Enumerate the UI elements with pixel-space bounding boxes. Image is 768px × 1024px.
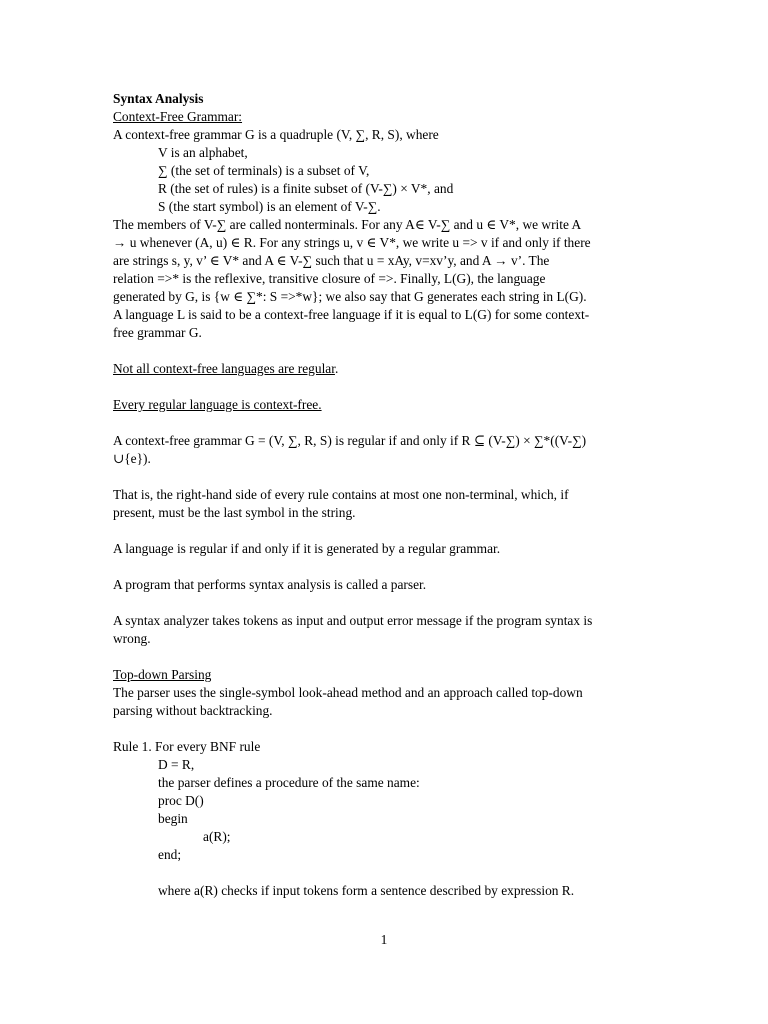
- document-page: Syntax Analysis Context-Free Grammar: A context-free grammar G is a quadruple (V, ∑, R, S), where V is an alphabet, ∑ (the set of terminals) is a subset of V, R (the set of rules) is a finite subset of (V-∑) × V*, and S (the start symbol) is an element of V-∑. The members of V-∑ are called nonterminals. For any A∈ V-∑ and u ∈ V*, we write A → u whenever (A, u) ∈ R. For any strings u, v ∈ V*, we write u => v if and only if there are strings s, y, v’ ∈ V* and A ∈ V-∑ such that u = xAy, v=xv’y, and A → v’. The relation =>* is the reflexive, transitive closure of =>. Finally, L(G), the language generated by G, is {w ∈ ∑*: S =>*w}; we also say that G generates each string in L(G). A language L is said to be a context-free language if it is equal to L(G) for some context- free grammar G. Not all context-free languages are regular. Every regular language is context-free. A context-free grammar G = (V, ∑, R, S) is regular if and only if R ⊆ (V-∑) × ∑*((V-∑) ∪{e}). That is, the right-hand side of every rule contains at most one non-terminal, which, if present, must be the last symbol in the string. A language is regular if and only if it is generated by a regular grammar. A program that performs syntax analysis is called a parser. A syntax analyzer takes tokens as input and output error message if the program syntax is wrong. Top-down Parsing The parser uses the single-symbol look-ahead method and an approach called top-down parsing without backtracking. Rule 1. For every BNF rule D = R, the parser defines a procedure of the same name: proc D() begin a(R); end; where a(R) checks if input tokens form a sentence described by expression R.: [113, 90, 658, 900]
- paragraph-line: generated by G, is {w ∈ ∑*: S =>*w}; we also say that G generates each string in L(G).: [113, 289, 587, 304]
- cfg-heading: Context-Free Grammar:: [113, 109, 243, 124]
- language-regular-paragraph: A language is regular if and only if it is generated by a regular grammar.: [113, 541, 501, 556]
- topdown-heading: Top-down Parsing: [113, 667, 212, 682]
- rule-1-description: the parser defines a procedure of the same name:: [158, 775, 420, 790]
- that-is-paragraph: [113, 486, 658, 522]
- paragraph-line: parsing without backtracking.: [113, 703, 273, 718]
- paragraph-line: A syntax analyzer takes tokens as input and output error message if the program syntax is: [113, 613, 593, 628]
- definition-v: V is an alphabet,: [158, 145, 248, 160]
- code-end: end;: [158, 847, 182, 862]
- paragraph-line: A language L is said to be a context-free language if it is equal to L(G) for some context-: [113, 307, 590, 322]
- paragraph-line: → u whenever (A, u) ∈ R. For any strings u, v ∈ V*, we write u => v if and only if there: [113, 235, 591, 250]
- parser-definition-paragraph: A program that performs syntax analysis is called a parser.: [113, 577, 427, 592]
- every-regular-statement: Every regular language is context-free.: [113, 397, 322, 412]
- paragraph-line: free grammar G.: [113, 325, 202, 340]
- page-title: Syntax Analysis: [113, 91, 204, 106]
- paragraph-line: That is, the right-hand side of every rule contains at most one non-terminal, which, if: [113, 487, 569, 502]
- definition-line: A context-free grammar G is a quadruple (V, ∑, R, S), where: [113, 127, 439, 142]
- regular-definition-paragraph: [113, 432, 658, 468]
- not-all-statement: Not all context-free languages are regular: [113, 361, 335, 376]
- page-number: 1: [380, 932, 388, 947]
- code-begin: begin: [158, 811, 188, 826]
- paragraph-line: The members of V-∑ are called nonterminals. For any A∈ V-∑ and u ∈ V*, we write A: [113, 217, 582, 232]
- paragraph-line: The parser uses the single-symbol look-ahead method and an approach called top-down: [113, 685, 583, 700]
- analyzer-paragraph: [113, 612, 658, 648]
- code-proc: proc D(): [158, 793, 204, 808]
- code-call: a(R);: [203, 829, 231, 844]
- paragraph-line: A context-free grammar G = (V, ∑, R, S) is regular if and only if R ⊆ (V-∑) × ∑*((V-∑): [113, 433, 587, 448]
- definition-sigma: ∑ (the set of terminals) is a subset of V,: [158, 163, 370, 178]
- paragraph-line: present, must be the last symbol in the string.: [113, 505, 356, 520]
- paragraph-line: ∪{e}).: [113, 451, 151, 466]
- paragraph-line: relation =>* is the reflexive, transitive closure of =>. Finally, L(G), the language: [113, 271, 546, 286]
- topdown-paragraph: [113, 684, 658, 720]
- paragraph-line: wrong.: [113, 631, 151, 646]
- members-paragraph: [113, 216, 658, 342]
- rule-1-where: where a(R) checks if input tokens form a sentence described by expression R.: [158, 883, 575, 898]
- definition-s: S (the start symbol) is an element of V-∑.: [158, 199, 381, 214]
- rule-1: Rule 1. For every BNF rule: [113, 739, 261, 754]
- paragraph-line: are strings s, y, v’ ∈ V* and A ∈ V-∑ such that u = xAy, v=xv’y, and A → v’. The: [113, 253, 550, 268]
- definition-r: R (the set of rules) is a finite subset of (V-∑) × V*, and: [158, 181, 454, 196]
- rule-1-expression: D = R,: [158, 757, 195, 772]
